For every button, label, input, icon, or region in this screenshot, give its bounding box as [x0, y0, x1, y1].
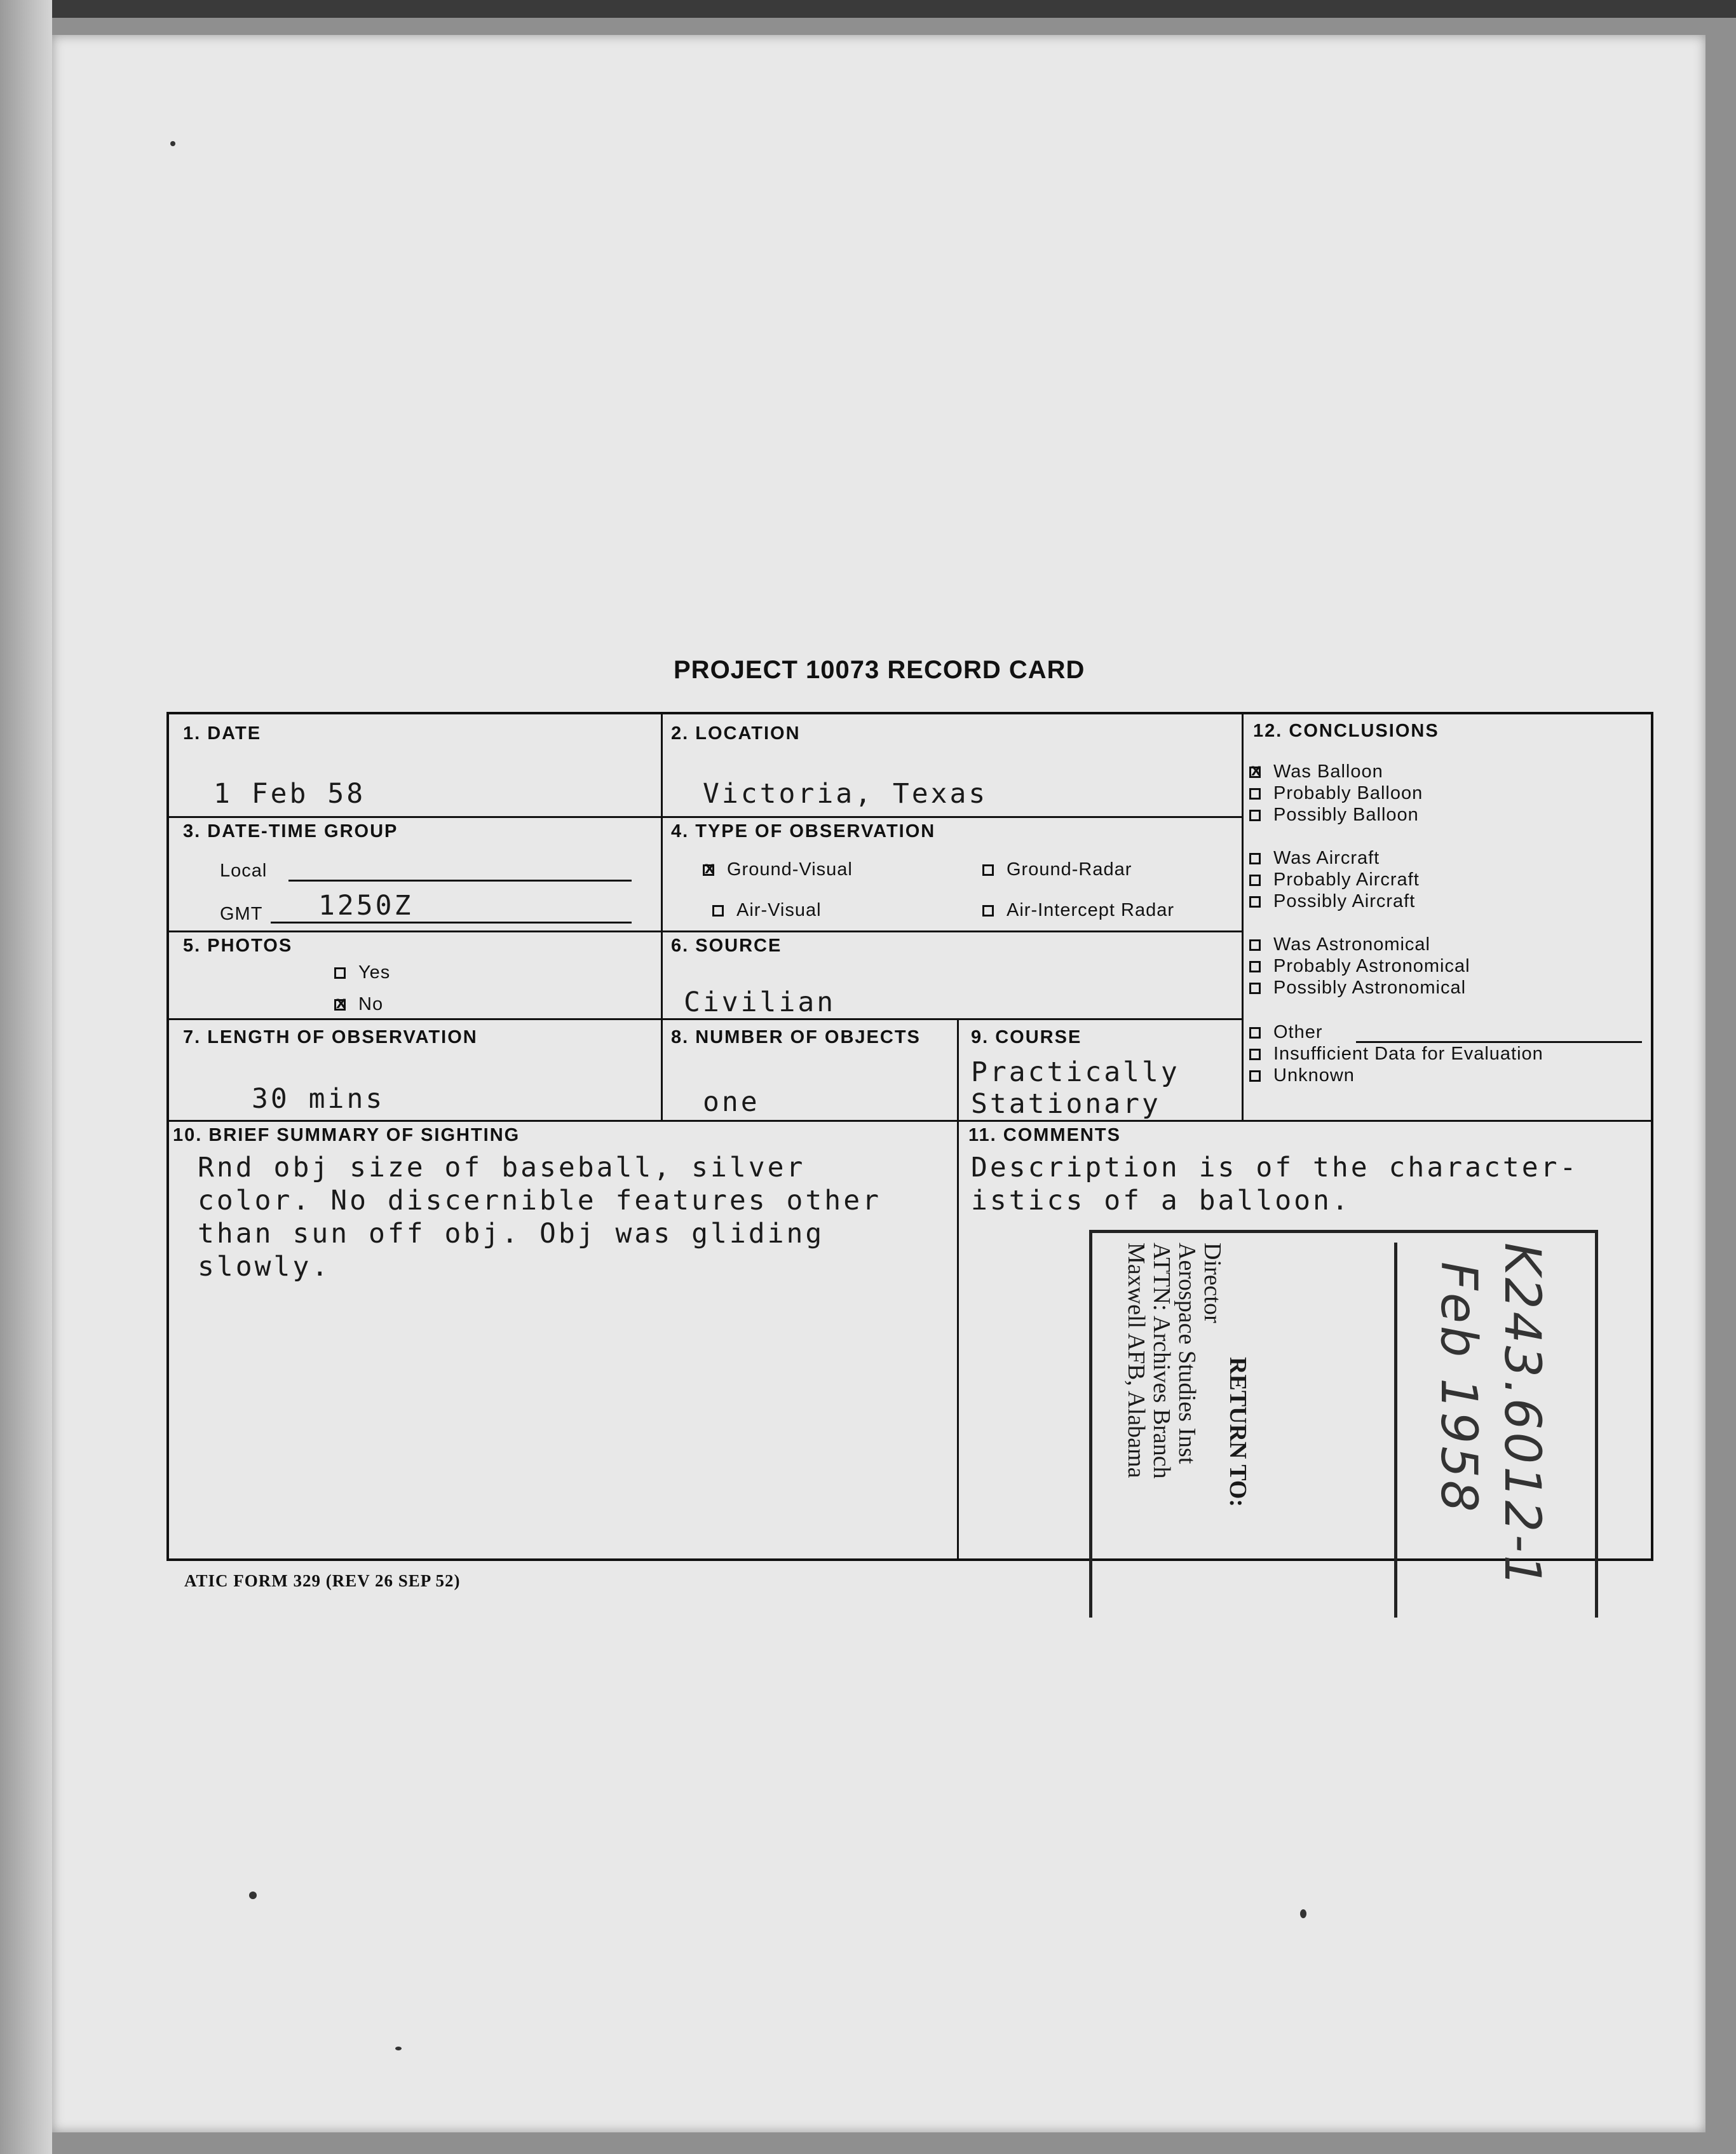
- divider-col1: [661, 714, 663, 1121]
- stamp-divider: [1394, 1243, 1397, 1618]
- checkbox: [1249, 983, 1261, 994]
- summary-line: Rnd obj size of baseball, silver: [198, 1152, 806, 1183]
- checkbox-checked: [703, 864, 714, 876]
- stamp-right-border: [1595, 1230, 1598, 1618]
- location-value: Victoria, Texas: [703, 778, 988, 810]
- divider-row4: [169, 1120, 1653, 1122]
- checkbox: [334, 967, 346, 979]
- summary-line: color. No discernible features other: [198, 1185, 881, 1217]
- course-value-line2: Stationary: [971, 1088, 1161, 1120]
- checkbox-checked: [334, 999, 346, 1011]
- gmt-field: [271, 922, 632, 924]
- conclusions-label: 12. CONCLUSIONS: [1253, 721, 1439, 741]
- summary-line: slowly.: [198, 1251, 331, 1283]
- checkbox-checked: [1249, 767, 1261, 778]
- option-air-intercept-radar: Air-Intercept Radar: [982, 900, 1174, 921]
- handwritten-date: Feb 1958: [1430, 1262, 1487, 1515]
- divider-row2: [169, 930, 1242, 932]
- checkbox: [712, 905, 724, 917]
- comments-line: istics of a balloon.: [971, 1185, 1351, 1217]
- photos-no: xNo: [334, 994, 383, 1015]
- divider-col-course: [957, 1018, 959, 1561]
- conclusion-item: Was Aircraft: [1249, 848, 1380, 869]
- stamp-line: Aerospace Studies Inst: [1174, 1243, 1200, 1464]
- stamp-top-border: [1089, 1230, 1597, 1233]
- checkbox: [982, 864, 994, 876]
- local-label: Local: [220, 861, 268, 881]
- option-air-visual: Air-Visual: [712, 900, 822, 921]
- conclusion-item: Unknown: [1249, 1065, 1355, 1086]
- photos-yes: Yes: [334, 962, 390, 983]
- conclusion-item-other: Other: [1249, 1022, 1323, 1043]
- checkbox: [1249, 875, 1261, 886]
- return-to-label: RETURN TO:: [1224, 1357, 1251, 1508]
- return-to-stamp: [1080, 1230, 1601, 1618]
- dust-speck: [249, 1892, 257, 1899]
- dtg-label: 3. DATE-TIME GROUP: [183, 821, 398, 842]
- checkbox: [1249, 1027, 1261, 1039]
- source-label: 6. SOURCE: [671, 936, 782, 956]
- stamp-line: Maxwell AFB, Alabama: [1123, 1243, 1149, 1478]
- conclusion-item: Was Astronomical: [1249, 934, 1430, 955]
- dust-speck: [395, 2047, 402, 2050]
- summary-line: than sun off obj. Obj was gliding: [198, 1218, 825, 1250]
- scan-left-edge: [0, 0, 52, 2154]
- stamp-line: ATTN: Archives Branch: [1148, 1243, 1175, 1479]
- checkbox: [1249, 853, 1261, 864]
- checkbox: [1249, 810, 1261, 821]
- comments-line: Description is of the character-: [971, 1152, 1579, 1183]
- date-value: 1 Feb 58: [214, 778, 366, 810]
- dust-speck: [170, 141, 175, 146]
- checkbox: [1249, 939, 1261, 951]
- conclusion-item: Probably Aircraft: [1249, 869, 1420, 890]
- source-value: Civilian: [684, 986, 836, 1018]
- comments-label: 11. COMMENTS: [968, 1125, 1121, 1145]
- conclusion-item: Possibly Balloon: [1249, 805, 1419, 826]
- conclusion-item: Possibly Astronomical: [1249, 978, 1466, 999]
- conclusion-item: Possibly Aircraft: [1249, 891, 1415, 912]
- conclusion-item: Probably Balloon: [1249, 783, 1423, 804]
- objects-label: 8. NUMBER OF OBJECTS: [671, 1027, 921, 1047]
- checkbox: [982, 905, 994, 917]
- stamp-left-border: [1089, 1230, 1092, 1618]
- checkbox: [1249, 1070, 1261, 1082]
- local-field: [288, 880, 632, 882]
- divider-row1: [169, 816, 1242, 818]
- dust-speck: [1300, 1909, 1306, 1918]
- option-ground-radar: Ground-Radar: [982, 859, 1132, 880]
- gmt-label: GMT: [220, 904, 263, 924]
- date-label: 1. DATE: [183, 723, 262, 744]
- gmt-value: 1250Z: [318, 890, 414, 922]
- checkbox: [1249, 896, 1261, 908]
- conclusion-item: xWas Balloon: [1249, 761, 1383, 782]
- checkbox: [1249, 1049, 1261, 1060]
- divider-col-conclusions: [1242, 714, 1244, 1121]
- form-footer: ATIC FORM 329 (REV 26 SEP 52): [184, 1571, 461, 1590]
- length-value: 30 mins: [252, 1083, 385, 1115]
- course-value-line1: Practically: [971, 1056, 1180, 1088]
- length-label: 7. LENGTH OF OBSERVATION: [183, 1027, 478, 1047]
- scan-top-edge: [0, 0, 1736, 18]
- divider-row3: [169, 1018, 1242, 1020]
- photos-label: 5. PHOTOS: [183, 936, 293, 956]
- handwritten-archive-number: K243.6012-1: [1493, 1243, 1550, 1590]
- conclusion-item: Insufficient Data for Evaluation: [1249, 1044, 1543, 1065]
- stamp-line: Director: [1199, 1243, 1226, 1323]
- observation-type-label: 4. TYPE OF OBSERVATION: [671, 821, 936, 842]
- checkbox: [1249, 961, 1261, 972]
- checkbox: [1249, 788, 1261, 800]
- course-label: 9. COURSE: [971, 1027, 1082, 1047]
- conclusion-item: Probably Astronomical: [1249, 956, 1470, 977]
- card-title: PROJECT 10073 RECORD CARD: [674, 656, 1085, 684]
- other-field: [1356, 1041, 1642, 1043]
- location-label: 2. LOCATION: [671, 723, 801, 744]
- summary-label: 10. BRIEF SUMMARY OF SIGHTING: [173, 1125, 520, 1145]
- option-ground-visual: xGround-Visual: [703, 859, 853, 880]
- objects-value: one: [703, 1086, 760, 1118]
